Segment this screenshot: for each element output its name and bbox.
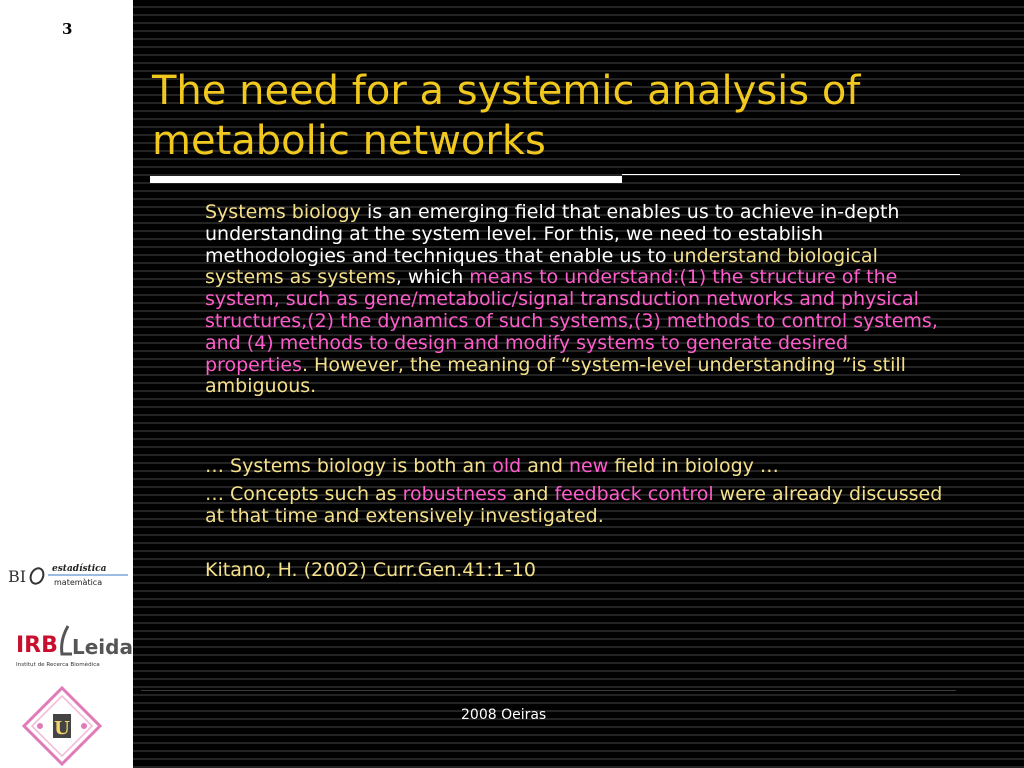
sidebar	[0, 0, 133, 768]
text-span: is an emerging field that enables us to achieve in-depth understanding at the system level. For this, we need to establish methodologies and techniques that enable us to	[205, 201, 900, 267]
title-rule-thin	[622, 174, 960, 175]
paragraph-concepts	[205, 484, 953, 528]
text-span: feedback control	[554, 483, 714, 505]
bio-estadistica-logo	[8, 560, 130, 594]
text-span: field in biology …	[608, 455, 779, 477]
text-span: . However, the meaning of “system-level understanding ”is still ambiguous.	[205, 353, 906, 398]
footer-label: 2008 Oeiras	[461, 707, 547, 723]
text-span: and	[521, 455, 569, 477]
slide-body	[205, 201, 953, 581]
text-span: new	[569, 455, 609, 477]
paragraph-systems-biology-definition	[205, 202, 953, 398]
text-span: Systems biology	[205, 201, 361, 223]
text-span: and	[506, 483, 555, 505]
citation: Kitano, H. (2002) Curr.Gen.41:1-10	[205, 559, 536, 581]
text-span: means to understand:(1) the structure of the system, such as gene/metabolic/signal transduction networks and physical structures,(2) the dynamics of such systems,(3) methods to control systems, and (4) methods to design and modify systems to generate desired properties	[205, 266, 938, 376]
irb-logo-subtitle: Institut de Recerca Biomèdica	[16, 662, 100, 668]
page-number: 3	[62, 20, 73, 38]
bio-logo-word2: matemàtica	[54, 578, 103, 587]
udl-diamond-logo	[22, 686, 102, 766]
irb-logo-mark: IRB	[16, 633, 58, 658]
title-rule-thick	[150, 176, 622, 183]
text-span: , which	[395, 266, 470, 289]
paragraph-old-and-new	[205, 456, 953, 478]
slide-title: The need for a systemic analysis of metabolic networks	[152, 68, 861, 164]
udl-logo-letter: U	[54, 718, 70, 739]
text-span: were already discussed at that time and extensively investigated.	[205, 483, 943, 527]
bio-logo-o-icon	[28, 566, 46, 586]
text-span: … Concepts such as	[205, 483, 403, 505]
irb-lleida-logo	[16, 620, 133, 670]
irb-logo-l-icon	[62, 626, 72, 654]
text-span: robustness	[402, 483, 507, 505]
bio-logo-prefix: BI	[8, 567, 27, 586]
irb-logo-city: Leida	[72, 635, 133, 659]
bio-logo-word1: estadística	[52, 564, 107, 574]
text-span: … Systems biology is both an	[205, 455, 493, 477]
footer-rule	[141, 690, 956, 691]
text-span: understand biological systems as systems	[205, 244, 878, 289]
text-span: old	[492, 455, 522, 477]
